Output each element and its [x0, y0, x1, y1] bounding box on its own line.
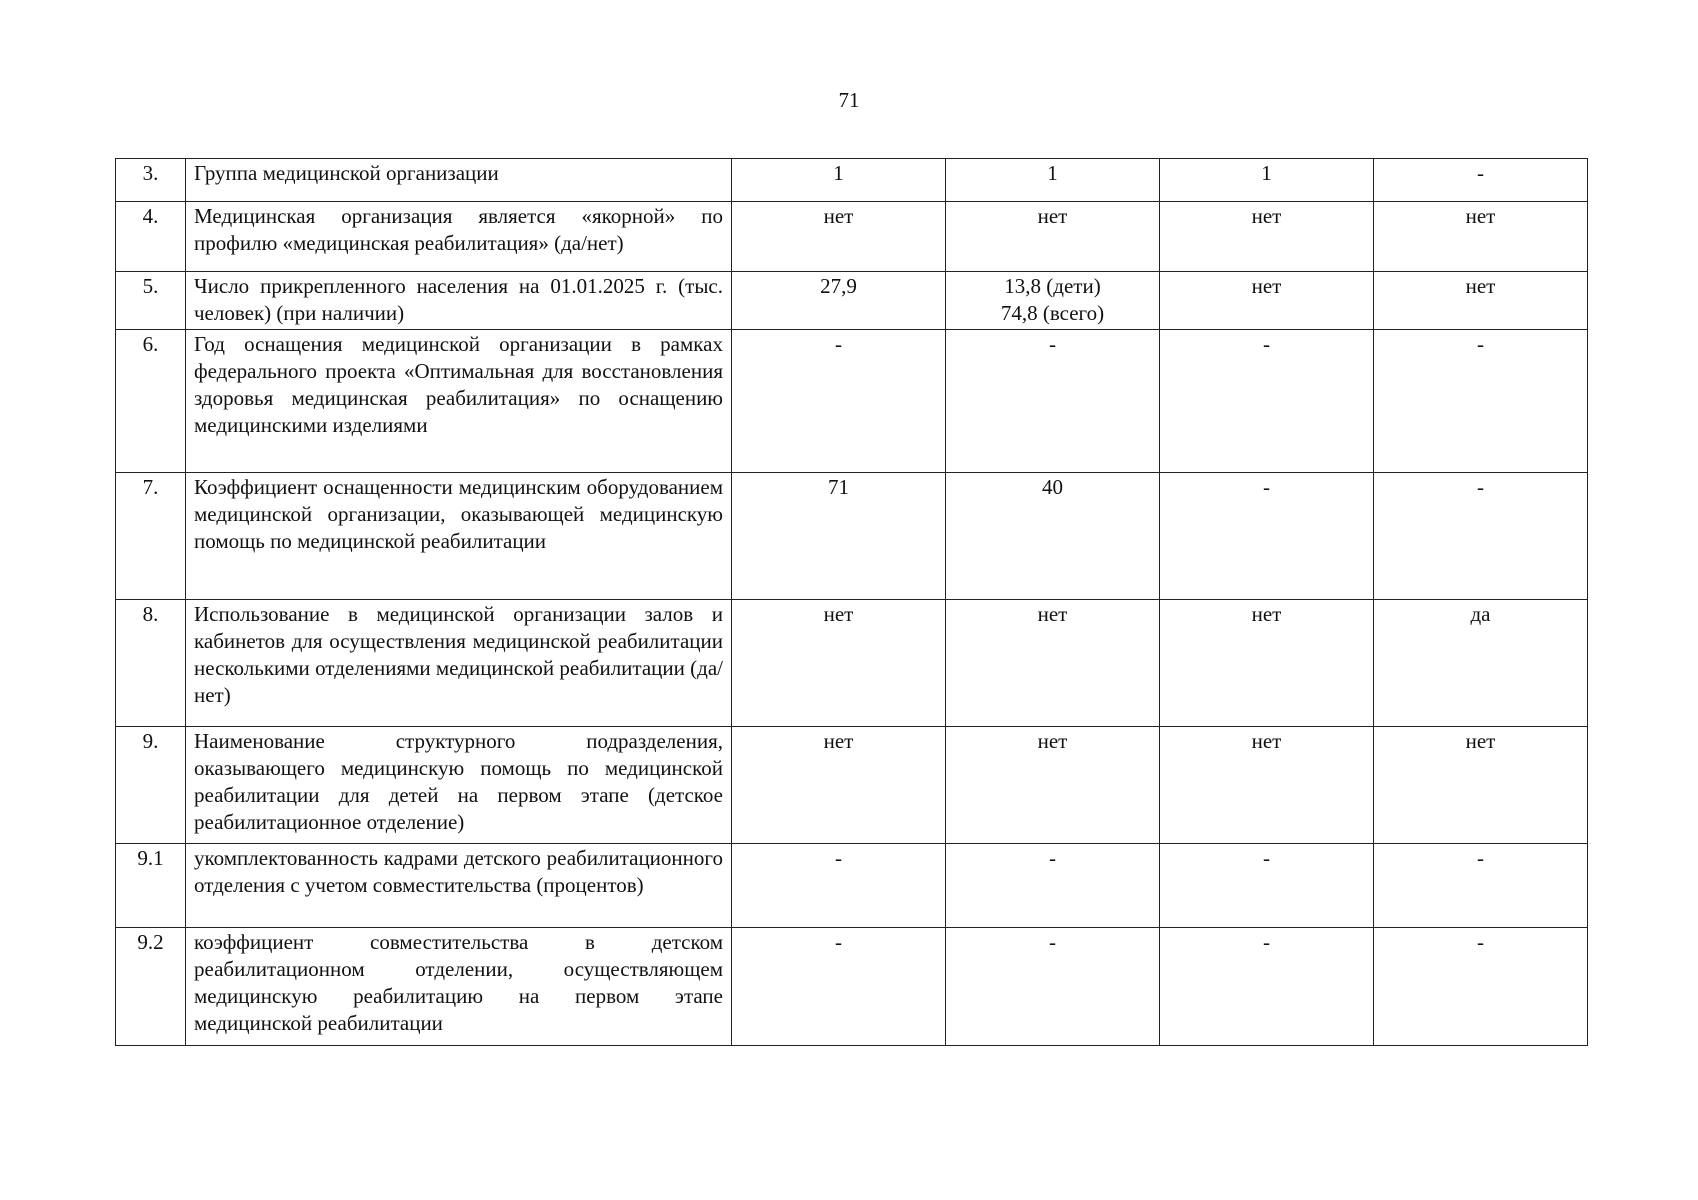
- row-number: 9.2: [116, 928, 186, 1046]
- indicator-description: коэффициент совместительства в детском реабилитационном отделении, осуществляющем медицинскую реабилитацию на первом этапе медицинской реабилитации: [186, 928, 732, 1046]
- value-text: -: [1263, 930, 1270, 954]
- value-text: нет: [1037, 729, 1068, 753]
- row-number: 7.: [116, 473, 186, 600]
- value-text: -: [1049, 846, 1056, 870]
- indicator-description: Число прикрепленного населения на 01.01.2025 г. (тыс. человек) (при наличии): [186, 272, 732, 330]
- row-number: 8.: [116, 600, 186, 727]
- value-text: -: [1049, 930, 1056, 954]
- value-text: нет: [823, 204, 854, 228]
- value-text: 27,9: [820, 274, 857, 298]
- row-number: 4.: [116, 202, 186, 272]
- value-text: -: [1049, 332, 1056, 356]
- value-text: нет: [1465, 274, 1496, 298]
- indicator-description: Коэффициент оснащенности медицинским оборудованием медицинской организации, оказывающей медицинскую помощь по медицинской реабилитации: [186, 473, 732, 600]
- value-text: 1: [833, 161, 844, 185]
- value-cell-col-3: [1160, 202, 1374, 272]
- row-number: 3.: [116, 159, 186, 202]
- value-cell-col-1: [732, 473, 946, 600]
- value-text: -: [835, 332, 842, 356]
- value-text: -: [1477, 846, 1484, 870]
- value-cell-col-3: [1160, 159, 1374, 202]
- value-cell-col-3: [1160, 727, 1374, 844]
- value-cell-col-3: [1160, 600, 1374, 727]
- indicator-description: Группа медицинской организации: [186, 159, 732, 202]
- table-row: [116, 330, 1588, 473]
- value-cell-col-4: [1374, 727, 1588, 844]
- value-text: нет: [1037, 204, 1068, 228]
- table-row: [116, 159, 1588, 202]
- value-text: нет: [1251, 274, 1282, 298]
- indicator-description: Медицинская организация является «якорной» по профилю «медицинская реабилитация» (да/нет): [186, 202, 732, 272]
- value-text: -: [1477, 332, 1484, 356]
- value-cell-col-2: [946, 600, 1160, 727]
- value-text: -: [1477, 475, 1484, 499]
- value-cell-col-4: [1374, 928, 1588, 1046]
- value-text: да: [1470, 602, 1491, 626]
- value-text: нет: [1465, 204, 1496, 228]
- value-cell-col-1: [732, 844, 946, 928]
- value-cell-col-3: [1160, 330, 1374, 473]
- value-text: нет: [1251, 602, 1282, 626]
- value-cell-col-4: [1374, 844, 1588, 928]
- value-cell-col-1: [732, 272, 946, 330]
- table-row: [116, 202, 1588, 272]
- value-cell-col-4: [1374, 272, 1588, 330]
- value-text: -: [1477, 161, 1484, 185]
- value-cell-col-4: [1374, 473, 1588, 600]
- value-text: 1: [1047, 161, 1058, 185]
- page-number: 71: [838, 88, 860, 112]
- value-text: нет: [1037, 602, 1068, 626]
- table-row: [116, 727, 1588, 844]
- value-cell-col-2: [946, 202, 1160, 272]
- table-row: [116, 928, 1588, 1046]
- value-cell-col-2: [946, 330, 1160, 473]
- value-text: -: [1477, 930, 1484, 954]
- indicator-description: Год оснащения медицинской организации в рамках федерального проекта «Оптимальная для восстановления здоровья медицинская реабилитация» по оснащению медицинскими изделиями: [186, 330, 732, 473]
- value-text: 40: [1042, 475, 1063, 499]
- data-table: [115, 158, 1588, 1046]
- value-text: нет: [823, 602, 854, 626]
- table-row: [116, 272, 1588, 330]
- value-cell-col-4: [1374, 330, 1588, 473]
- value-text: -: [1263, 846, 1270, 870]
- value-cell-col-2: [946, 928, 1160, 1046]
- value-text: 74,8 (всего): [1000, 301, 1105, 325]
- value-cell-col-1: [732, 928, 946, 1046]
- row-number: 9.: [116, 727, 186, 844]
- value-cell-col-1: [732, 600, 946, 727]
- value-cell-col-1: [732, 159, 946, 202]
- row-number: 5.: [116, 272, 186, 330]
- value-cell-col-3: [1160, 272, 1374, 330]
- value-cell-col-1: [732, 202, 946, 272]
- value-text: нет: [1251, 729, 1282, 753]
- indicator-description: Использование в медицинской организации залов и кабинетов для осуществления медицинской реабилитации несколькими отделениями медицинской реабилитации (да/нет): [186, 600, 732, 727]
- value-cell-col-2: [946, 844, 1160, 928]
- value-text: нет: [1251, 204, 1282, 228]
- value-text: 13,8 (дети): [1004, 274, 1101, 298]
- value-cell-col-1: [732, 727, 946, 844]
- row-number: 9.1: [116, 844, 186, 928]
- row-number: 6.: [116, 330, 186, 473]
- table-row: [116, 844, 1588, 928]
- value-cell-col-4: [1374, 600, 1588, 727]
- table-row: [116, 600, 1588, 727]
- value-cell-col-2: [946, 159, 1160, 202]
- indicator-description: Наименование структурного подразделения, оказывающего медицинскую помощь по медицинской реабилитации для детей на первом этапе (детское реабилитационное отделение): [186, 727, 732, 844]
- value-text: -: [1263, 332, 1270, 356]
- value-cell-col-1: [732, 330, 946, 473]
- value-cell-col-4: [1374, 159, 1588, 202]
- table-row: [116, 473, 1588, 600]
- value-cell-col-2: [946, 727, 1160, 844]
- value-text: 1: [1261, 161, 1272, 185]
- value-cell-col-4: [1374, 202, 1588, 272]
- value-cell-col-2: [946, 272, 1160, 330]
- value-cell-col-3: [1160, 928, 1374, 1046]
- value-cell-col-2: [946, 473, 1160, 600]
- value-text: -: [1263, 475, 1270, 499]
- value-text: 71: [828, 475, 849, 499]
- value-text: -: [835, 930, 842, 954]
- indicator-description: укомплектованность кадрами детского реабилитационного отделения с учетом совместительства (процентов): [186, 844, 732, 928]
- value-text: -: [835, 846, 842, 870]
- value-text: нет: [823, 729, 854, 753]
- value-cell-col-3: [1160, 473, 1374, 600]
- value-text: нет: [1465, 729, 1496, 753]
- value-cell-col-3: [1160, 844, 1374, 928]
